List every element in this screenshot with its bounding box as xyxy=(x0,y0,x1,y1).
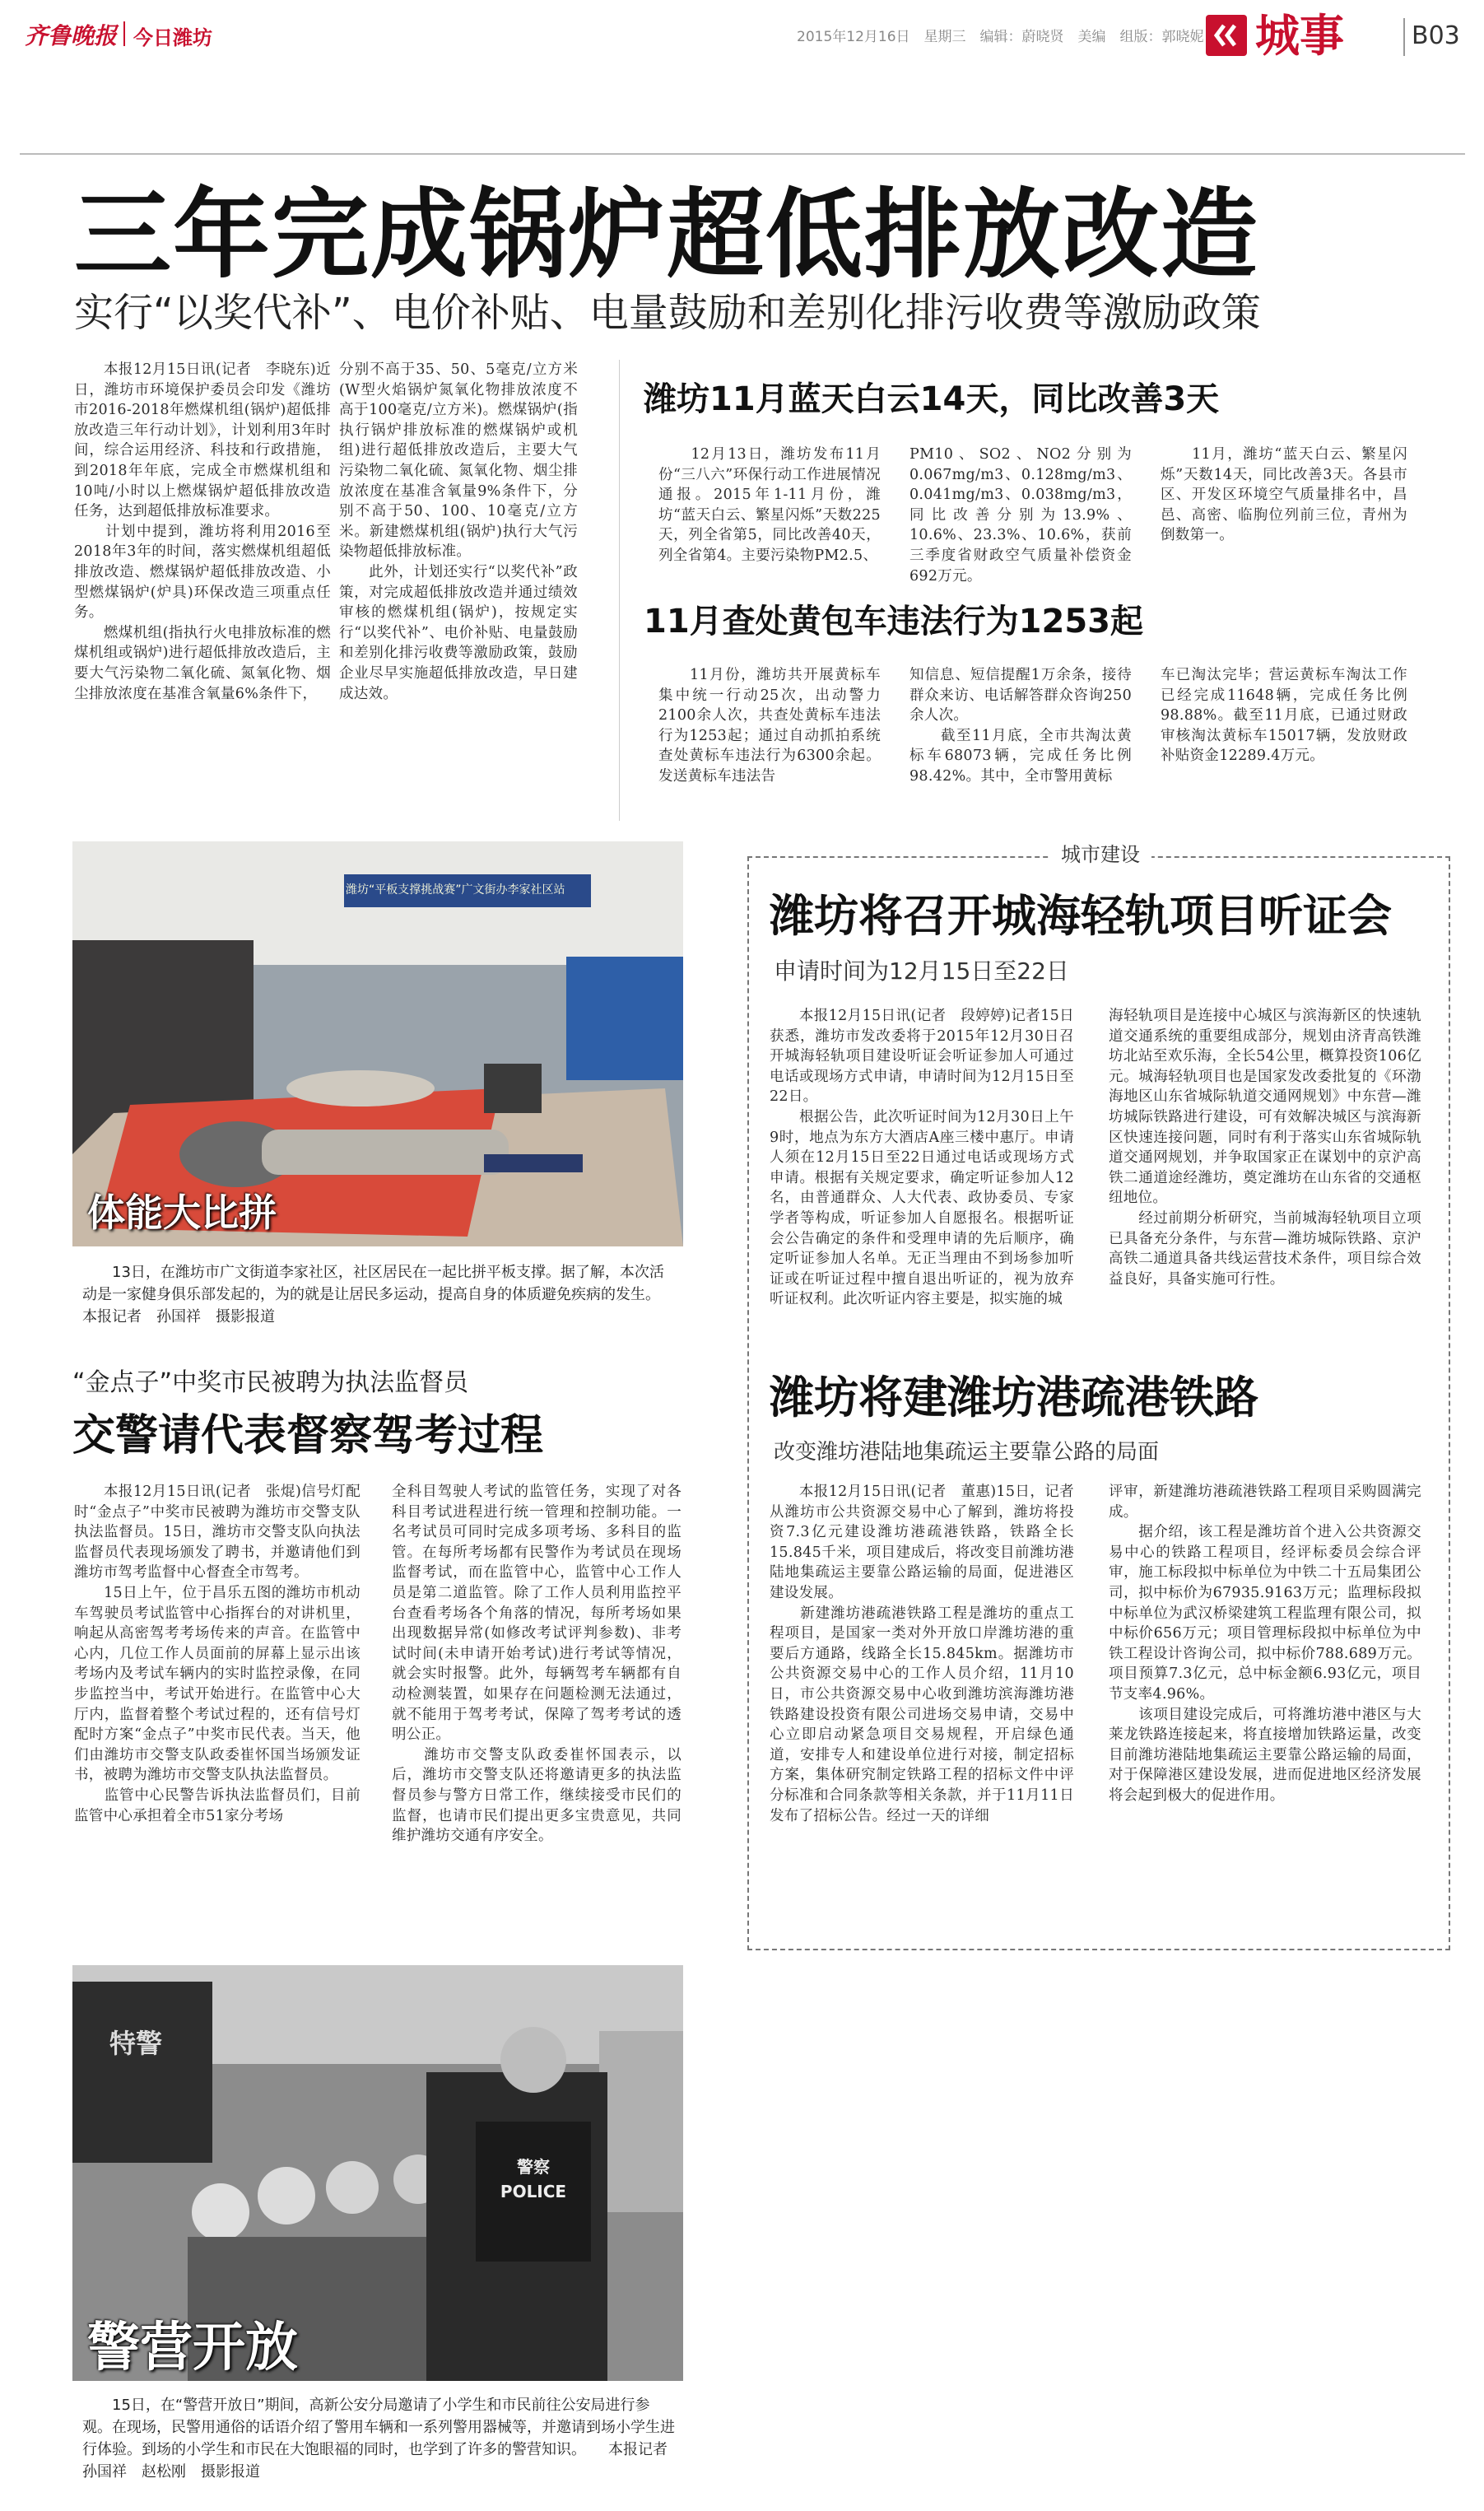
traffic-kicker: “金点子”中奖市民被聘为执法监督员 xyxy=(72,1368,469,1397)
blue-sky-headline: 潍坊11月蓝天白云14天，同比改善3天 xyxy=(644,380,1220,418)
traffic-headline: 交警请代表督察驾考过程 xyxy=(72,1411,544,1460)
police-photo-title: 警营开放 xyxy=(87,2318,298,2378)
city-tag: 城市建设 xyxy=(1049,840,1151,869)
blue-sky-column-3: 11月，潍坊“蓝天白云、繁星闪烁”天数14天，同比改善3天。各县市区、开发区环境空气质量排名中，昌邑、高密、临朐位列前三位，青州为倒数第一。 xyxy=(1161,446,1407,544)
port-railway-column-2: 评审，新建潍坊港疏港铁路工程项目采购圆满完成。 据介绍，该工程是潍坊首个进入公共资源交易中心的铁路工程项目，经评标委员会综合评审，施工标段拟中标单位为中铁二十五局集团公司，拟中标价为67935.9163万元；监理标段拟中标单位为武汉桥梁建筑工程监理有限公司，拟中标价656万元；项目管理标段拟中标单位为中铁工程设计咨询公司，拟中标价788.689万元。项目预算7.3亿元，总中标金额6.93亿元，项目节支率4.96%。 该项目建设完成后，可将潍坊港中港区与大莱龙铁路连接起来，将直接增加铁路运量，改变目前潍坊港陆地集疏运主要靠公路运输的局面，对于保障港区建设发展，进而促进地区经济发展将会起到极大的促进作用。 xyxy=(1109,1484,1421,1804)
yellow-car-column-1: 11月份，潍坊共开展黄标车集中统一行动25次，出动警力2100余人次，共查处黄标车违法行为1253起；通过自动抓拍系统查处黄标车违法行为6300余起。发送黄标车违法告 xyxy=(658,667,881,785)
paper-logo: 齐鲁晚报 xyxy=(25,22,118,49)
police-caption: 15日，在“警营开放日”期间，高新公安分局邀请了小学生和市民前往公安局进行参观。在现场，民警用通俗的话语介绍了警用车辆和一系列警用器械等，并邀请到场小学生进行体验。到场的小学生和市民在大饱眼福的同时，也学到了许多的警营知识。 本报记者 孙国祥 赵松刚 摄影报道 xyxy=(82,2397,682,2481)
plank-caption: 13日，在潍坊市广文街道李家社区，社区居民在一起比拼平板支撑。据了解，本次活动是一家健身俱乐部发起的，为的就是让居民多运动，提高自身的体质避免疾病的发生。 本报记者 孙国祥 摄影报道 xyxy=(82,1264,712,1325)
plank-photo-title: 体能大比拼 xyxy=(87,1190,277,1235)
port-railway-column-1: 本报12月15日讯(记者 董惠)15日，记者从潍坊市公共资源交易中心了解到，潍坊将投资7.3亿元建设潍坊港疏港铁路，铁路全长15.845千米，项目建成后，将改变目前潍坊港陆地集疏运主要靠公路运输的局面，促进港区建设发展。 新建潍坊港疏港铁路工程是潍坊的重点工程项目，是国家一类对外开放口岸潍坊港的重要后方通路，线路全长15.845km。据潍坊市公共资源交易中心的工作人员介绍，11月10日，市公共资源交易中心收到潍坊滨海潍坊港铁路建设投资有限公司进场交易申请，交易中心立即启动紧急项目交易规程，开启绿色通道，安排专人和建设单位进行对接，制定招标方案，集体研究制定铁路工程的招标文件中评分标准和合同条款等相关条款，并于11月11日发布了招标公告。经过一天的详细 xyxy=(770,1484,1074,1824)
edition-label: 今日潍坊 xyxy=(133,26,212,49)
blue-sky-column-1: 12月13日，潍坊发布11月份“三八六”环保行动工作进展情况通报。2015年1-11月份，潍坊“蓝天白云、繁星闪烁”天数225天，列全省第5，同比改善40天，列全省第4。主要污染物PM2.5、 xyxy=(658,446,881,564)
police-vehicle-text: 特警 xyxy=(109,2028,163,2059)
port-railway-subhead: 改变潍坊港陆地集疏运主要靠公路的局面 xyxy=(774,1440,1160,1465)
blue-sky-column-2: PM10、SO2、NO2分别为0.067mg/m3、0.128mg/m3、0.041mg/m3、0.038mg/m3，同比改善分别为13.9%、10.6%、23.3%、10.6%，获前三季度省财政空气质量补偿资金692万元。 xyxy=(909,446,1132,585)
lead-column-1: 本报12月15日讯(记者 李晓东)近日，潍坊市环境保护委员会印发《潍坊市2016-2018年燃煤机组(锅炉)超低排放改造三年行动计划》，计划利用3年时间，综合运用经济、科技和行政措施，到2018年年底，完成全市燃煤机组和10吨/小时以上燃煤锅炉超低排放改造任务，达到超低排放标准要求。 计划中提到，潍坊将利用2016至2018年3年的时间，落实燃煤机组超低排放改造、燃煤锅炉超低排放改造、小型燃煤锅炉(炉具)环保改造三项重点任务。 燃煤机组(指执行火电排放标准的燃煤机组或锅炉)进行超低排放改造后，主要大气污染物二氧化硫、氮氧化物、烟尘排放浓度在基准含氧量6%条件下， xyxy=(74,361,331,702)
police-vest-text: 警察 POLICE xyxy=(500,2157,567,2201)
rail-hearing-column-2: 海轻轨项目是连接中心城区与滨海新区的快速轨道交通系统的重要组成部分，规划由济青高铁潍坊北站至欢乐海，全长54公里，概算投资106亿元。城海轻轨项目也是国家发改委批复的《环渤海地区山东省城际轨道交通网规划》中东营—潍坊城际铁路进行建设，可有效解决城区与滨海新区快速连接问题，同时有利于落实山东省城际轨道交通网规划，并争取国家正在谋划中的京沪高铁二通道途经潍坊，奠定潍坊在山东省的交通枢纽地位。 经过前期分析研究，当前城海轻轨项目立项已具备充分条件，与东营—潍坊城际铁路、京沪高铁二通道具备共线运营技术条件，项目综合效益良好，具备实施可行性。 xyxy=(1109,1008,1421,1288)
rail-hearing-column-1: 本报12月15日讯(记者 段婷婷)记者15日获悉，潍坊市发改委将于2015年12月30日召开城海轻轨项目建设听证会听证参加人可通过电话或现场方式申请，申请时间为12月15日至22日。 根据公告，此次听证时间为12月30日上午9时，地点为东方大酒店A座三楼中惠厅。申请人须在12月15日至22日通过电话或现场方式申请。根据有关规定要求，确定听证参加人12名，由普通群众、人大代表、政协委员、专家学者等构成，听证参加人自愿报名。根据听证会公告确定的条件和受理申请的先后顺序，确定听证参加人名单。无正当理由不到场参加听证或在听证过程中擅自退出听证的，视为放弃听证权利。此次听证内容主要是，拟实施的城 xyxy=(770,1008,1074,1308)
rail-hearing-subhead: 申请时间为12月15日至22日 xyxy=(774,957,1069,985)
section-divider xyxy=(1403,18,1405,56)
date-line: 2015年12月16日 星期三 编辑：蔚晓贤 美编 组版：郭晓妮 xyxy=(797,29,1204,45)
yellow-car-column-3: 车已淘汰完毕；营运黄标车淘汰工作已经完成11648辆，完成任务比例98.88%。截至11月底，已通过财政审核淘汰黄标车15017辆，发放财政补贴资金12289.4万元。 xyxy=(1161,667,1407,765)
masthead-rule xyxy=(20,153,1465,155)
column-rule xyxy=(619,360,620,821)
section-badge xyxy=(1206,15,1247,56)
yellow-car-column-2: 知信息、短信提醒1万余条，接待群众来访、电话解答群众咨询250余人次。 截至11月底，全市共淘汰黄标车68073辆，完成任务比例98.42%。其中，全市警用黄标 xyxy=(909,667,1132,785)
logo-divider xyxy=(123,21,125,46)
page-number: B03 xyxy=(1412,21,1460,50)
traffic-column-1: 本报12月15日讯(记者 张焜)信号灯配时“金点子”中奖市民被聘为潍坊市交警支队执法监督员。15日，潍坊市交警支队向执法监督员代表现场颁发了聘书，并邀请他们到潍坊市驾考监督中心督查全市驾考。 15日上午，位于昌乐五图的潍坊市机动车驾驶员考试监管中心指挥台的对讲机里，响起从高密驾考考场传来的声音。在监管中心内，几位工作人员面前的屏幕上显示出该考场内及考试车辆内的实时监控录像，在同步监控当中，考试开始进行。在监管中心大厅内，监督着整个考试过程的，还有信号灯配时方案“金点子”中奖市民代表。当天，他们由潍坊市交警支队政委崔怀国当场颁发证书，被聘为潍坊市交警支队执法监督员。 监管中心民警告诉执法监督员们，目前监管中心承担着全市51家分考场 xyxy=(74,1484,361,1824)
port-railway-headline: 潍坊将建潍坊港疏港铁路 xyxy=(770,1372,1258,1423)
plank-photo xyxy=(72,841,683,1246)
rail-hearing-headline: 潍坊将召开城海轻轨项目听证会 xyxy=(770,890,1392,942)
chevron-left-icon xyxy=(1206,15,1247,56)
masthead xyxy=(0,0,1484,82)
yellow-car-headline: 11月查处黄包车违法行为1253起 xyxy=(644,603,1143,641)
lead-headline: 三年完成锅炉超低排放改造 xyxy=(74,178,1260,291)
traffic-column-2: 全科目驾驶人考试的监管任务，实现了对各科目考试进程进行统一管理和控制功能。一名考试员可同时完成多项考场、多科目的监管。在每所考场都有民警作为考试员在现场监督考试，而在监管中心，监管中心工作人员是第二道监管。除了工作人员利用监控平台查看考场各个角落的情况，每所考场如果出现数据异常(如修改考试评判参数)、非考试时间(未申请开始考试)进行考试等情况，就会实时报警。此外，每辆驾考车辆都有自动检测装置，如果存在问题检测无法通过，就不能用于驾考考试，保障了驾考考试的透明公正。 潍坊市交警支队政委崔怀国表示，以后，潍坊市交警支队还将邀请更多的执法监督员参与警方日常工作，继续接受市民们的监督，也请市民们提出更多宝贵意见，共同维护潍坊交通有序安全。 xyxy=(392,1484,682,1845)
lead-column-2: 分别不高于35、50、5毫克/立方米(W型火焰锅炉氮氧化物排放浓度不高于100毫克/立方米)。燃煤锅炉(指执行锅炉排放标准的燃煤锅炉或机组)进行超低排放改造后，主要大气污染物二氧化硫、氮氧化物、烟尘排放浓度在基准含氧量9%条件下，分别不高于50、100、10毫克/立方米。新建燃煤机组(锅炉)执行大气污染物超低排放标准。 此外，计划还实行“以奖代补”政策，对完成超低排放改造并通过绩效审核的燃煤机组(锅炉)，按规定实行“以奖代补”、电价补贴、电量鼓励和差别化排污收费等激励政策，鼓励企业尽早实施超低排放改造，早日建成达效。 xyxy=(339,361,578,702)
section-title: 城事 xyxy=(1255,10,1344,62)
police-photo xyxy=(72,1965,683,2381)
lead-subhead: 实行“以奖代补”、电价补贴、电量鼓励和差别化排污收费等激励政策 xyxy=(74,290,1261,336)
plank-banner-text: 潍坊“平板支撑挑战赛”广文街办李家社区站 xyxy=(346,883,565,897)
